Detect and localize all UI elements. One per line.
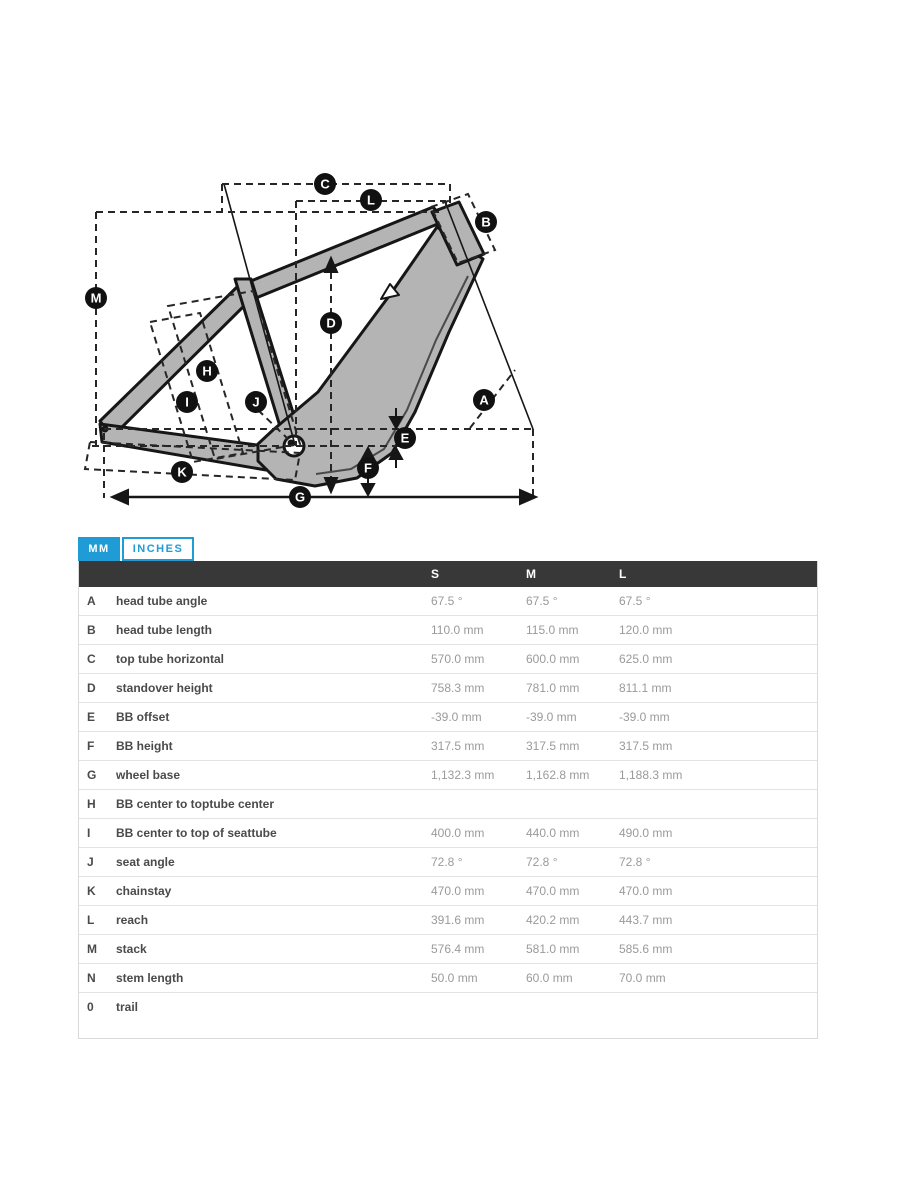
table-row <box>79 731 817 760</box>
geometry-table <box>78 561 818 1039</box>
row-letter: E <box>87 710 96 724</box>
svg-text:H: H <box>202 363 212 379</box>
row-value-m: 440.0 mm <box>526 826 580 840</box>
row-value-m: 420.2 mm <box>526 913 580 927</box>
table-row <box>79 587 817 615</box>
row-value-s: 470.0 mm <box>431 884 485 898</box>
row-value-m: 115.0 mm <box>526 623 579 637</box>
row-letter: G <box>87 768 97 782</box>
tab-mm[interactable]: MM <box>78 537 120 561</box>
svg-text:L: L <box>367 192 375 208</box>
size-header-m: M <box>526 567 536 581</box>
svg-text:E: E <box>400 430 410 446</box>
row-name: stem length <box>116 971 184 985</box>
row-name: head tube length <box>116 623 212 637</box>
row-value-l: 490.0 mm <box>619 826 673 840</box>
badge-B <box>475 211 497 233</box>
row-value-m: 781.0 mm <box>526 681 580 695</box>
row-value-s: 391.6 mm <box>431 913 485 927</box>
table-row <box>79 818 817 847</box>
row-value-s: 110.0 mm <box>431 623 484 637</box>
tab-inches[interactable]: INCHES <box>122 537 194 561</box>
badge-H <box>196 360 218 382</box>
table-row <box>79 673 817 702</box>
row-letter: M <box>87 942 97 956</box>
row-letter: L <box>87 913 95 927</box>
row-value-m: 600.0 mm <box>526 652 580 666</box>
table-row <box>79 905 817 934</box>
row-letter: J <box>87 855 94 869</box>
svg-text:J: J <box>252 394 260 410</box>
row-name: wheel base <box>116 768 181 782</box>
table-row <box>79 702 817 731</box>
row-value-s: 758.3 mm <box>431 681 485 695</box>
row-value-l: 120.0 mm <box>619 623 673 637</box>
table-row <box>79 934 817 963</box>
dim-c-line <box>222 184 450 213</box>
table-row <box>79 615 817 644</box>
row-name: BB center to top of seattube <box>116 826 277 840</box>
table-row <box>79 760 817 789</box>
svg-text:I: I <box>185 394 189 410</box>
row-name: standover height <box>116 681 213 695</box>
row-value-l: 67.5 ° <box>619 594 651 608</box>
row-name: top tube horizontal <box>116 652 224 666</box>
row-value-l: 317.5 mm <box>619 739 673 753</box>
svg-text:D: D <box>326 315 336 331</box>
row-value-l: 443.7 mm <box>619 913 673 927</box>
svg-text:G: G <box>294 489 306 505</box>
row-value-s: 576.4 mm <box>431 942 485 956</box>
row-letter: N <box>87 971 96 985</box>
row-letter: F <box>87 739 95 753</box>
row-value-l: 470.0 mm <box>619 884 673 898</box>
row-name: BB center to toptube center <box>116 797 275 811</box>
svg-text:M: M <box>90 290 102 306</box>
badge-K <box>171 461 193 483</box>
row-name: BB height <box>116 739 173 753</box>
badge-C <box>314 173 336 195</box>
row-value-l: 70.0 mm <box>619 971 666 985</box>
svg-text:K: K <box>177 464 187 480</box>
badge-F <box>357 457 379 479</box>
row-value-m: -39.0 mm <box>526 710 577 724</box>
badge-L <box>360 189 382 211</box>
table-row <box>79 644 817 673</box>
table-row <box>79 876 817 905</box>
row-letter: H <box>87 797 96 811</box>
badge-M <box>85 287 107 309</box>
svg-text:F: F <box>364 460 372 476</box>
row-letter: A <box>87 594 96 608</box>
bike-geometry-diagram <box>80 163 545 515</box>
svg-text:B: B <box>481 214 491 230</box>
row-value-l: 72.8 ° <box>619 855 651 869</box>
row-value-m: 581.0 mm <box>526 942 580 956</box>
row-name: seat angle <box>116 855 175 869</box>
row-letter: K <box>87 884 96 898</box>
badge-J <box>245 391 267 413</box>
row-value-s: 67.5 ° <box>431 594 463 608</box>
geometry-table-header <box>79 561 817 587</box>
row-value-l: 625.0 mm <box>619 652 673 666</box>
svg-text:A: A <box>479 392 489 408</box>
row-value-s: -39.0 mm <box>431 710 482 724</box>
row-name: head tube angle <box>116 594 208 608</box>
row-letter: C <box>87 652 96 666</box>
row-letter: 0 <box>87 1000 94 1014</box>
badge-I <box>176 391 198 413</box>
row-value-m: 60.0 mm <box>526 971 573 985</box>
unit-tabs <box>78 537 194 561</box>
seat-stay <box>100 286 252 437</box>
svg-text:C: C <box>320 176 330 192</box>
row-name: BB offset <box>116 710 170 724</box>
table-row <box>79 847 817 876</box>
geometry-table-body <box>79 587 817 1038</box>
row-value-m: 317.5 mm <box>526 739 580 753</box>
row-letter: I <box>87 826 91 840</box>
table-row <box>79 789 817 818</box>
row-name: reach <box>116 913 149 927</box>
row-value-s: 570.0 mm <box>431 652 485 666</box>
row-name: chainstay <box>116 884 172 898</box>
row-value-s: 50.0 mm <box>431 971 478 985</box>
row-value-s: 317.5 mm <box>431 739 485 753</box>
row-value-s: 72.8 ° <box>431 855 463 869</box>
size-header-s: S <box>431 567 440 581</box>
badge-G <box>289 486 311 508</box>
size-header-l: L <box>619 567 627 581</box>
row-value-m: 470.0 mm <box>526 884 580 898</box>
row-value-m: 67.5 ° <box>526 594 558 608</box>
row-name: stack <box>116 942 147 956</box>
row-value-s: 1,132.3 mm <box>431 768 495 782</box>
row-value-l: -39.0 mm <box>619 710 670 724</box>
table-row <box>79 963 817 992</box>
row-value-l: 585.6 mm <box>619 942 673 956</box>
row-name: trail <box>116 1000 139 1014</box>
badge-E <box>394 427 416 449</box>
badge-D <box>320 312 342 334</box>
row-value-m: 1,162.8 mm <box>526 768 590 782</box>
table-row <box>79 992 817 1038</box>
row-value-m: 72.8 ° <box>526 855 558 869</box>
row-value-s: 400.0 mm <box>431 826 485 840</box>
row-letter: B <box>87 623 96 637</box>
row-value-l: 811.1 mm <box>619 681 672 695</box>
badge-A <box>473 389 495 411</box>
row-letter: D <box>87 681 96 695</box>
row-value-l: 1,188.3 mm <box>619 768 683 782</box>
